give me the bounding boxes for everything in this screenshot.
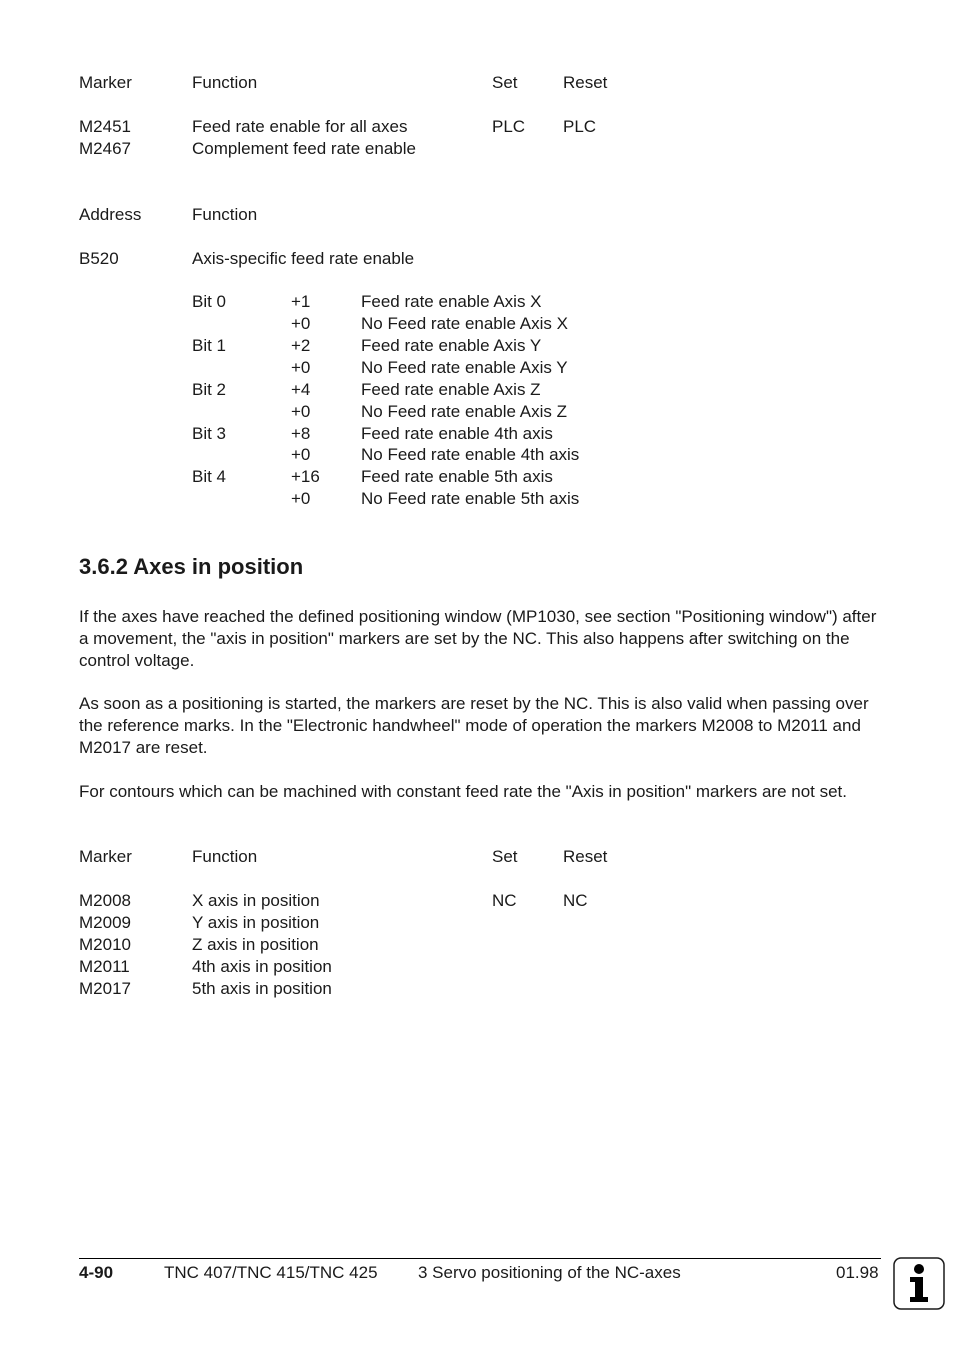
bit-value: +0 [291, 314, 311, 333]
row-function: Y axis in position [192, 913, 320, 932]
header-function: Function [192, 847, 258, 866]
header-function: Function [192, 73, 258, 92]
row-function: 4th axis in position [192, 957, 332, 976]
row-set: NC [492, 891, 517, 910]
bit-label: Bit 1 [192, 336, 227, 355]
row-function: Z axis in position [192, 935, 319, 954]
bit-label: Bit 3 [192, 424, 227, 443]
footer-date: 01.98 [836, 1263, 879, 1282]
row-function: Feed rate enable for all axes [192, 117, 408, 136]
footer-chapter: 3 Servo positioning of the NC-axes [418, 1263, 681, 1282]
bit-value: +8 [291, 424, 311, 443]
bit-value: +0 [291, 489, 311, 508]
row-marker: M2467 [79, 139, 131, 158]
address-function: Axis-specific feed rate enable [192, 249, 415, 268]
header-set: Set [492, 847, 518, 866]
footer-product: TNC 407/TNC 415/TNC 425 [164, 1263, 378, 1282]
bit-value: +0 [291, 358, 311, 377]
row-marker: M2010 [79, 935, 131, 954]
address-value: B520 [79, 249, 119, 268]
header-marker: Marker [79, 847, 132, 866]
row-marker: M2017 [79, 979, 131, 998]
bit-label: Bit 4 [192, 467, 227, 486]
row-marker: M2451 [79, 117, 131, 136]
header-address: Address [79, 205, 142, 224]
bit-desc: No Feed rate enable Axis Z [361, 402, 568, 421]
bit-value: +1 [291, 292, 311, 311]
bit-desc: No Feed rate enable Axis Y [361, 358, 568, 377]
page-number: 4-90 [79, 1263, 114, 1282]
header-reset: Reset [563, 847, 608, 866]
row-set: PLC [492, 117, 526, 136]
paragraph: If the axes have reached the defined positioning window (MP1030, see section "Positioning window") after a movement, the "axis in position" markers are set by the NC. This also happens after switching on the control voltage. [79, 607, 877, 670]
bit-label: Bit 2 [192, 380, 227, 399]
info-icon [893, 1257, 945, 1310]
bit-desc: Feed rate enable Axis X [361, 292, 542, 311]
bit-label: Bit 0 [192, 292, 227, 311]
bit-value: +0 [291, 445, 311, 464]
section-title: 3.6.2 Axes in position [79, 554, 304, 579]
bit-desc: Feed rate enable Axis Y [361, 336, 542, 355]
header-function: Function [192, 205, 258, 224]
row-marker: M2009 [79, 913, 131, 932]
footer-rule [79, 1258, 881, 1259]
bit-desc: No Feed rate enable 4th axis [361, 445, 580, 464]
bit-desc: Feed rate enable Axis Z [361, 380, 541, 399]
row-marker: M2008 [79, 891, 131, 910]
row-function: X axis in position [192, 891, 320, 910]
bit-value: +0 [291, 402, 311, 421]
row-reset: NC [563, 891, 588, 910]
bit-value: +4 [291, 380, 311, 399]
row-reset: PLC [563, 117, 597, 136]
bit-desc: No Feed rate enable Axis X [361, 314, 568, 333]
header-set: Set [492, 73, 518, 92]
bit-desc: No Feed rate enable 5th axis [361, 489, 580, 508]
header-marker: Marker [79, 73, 132, 92]
row-function: Complement feed rate enable [192, 139, 416, 158]
bit-value: +2 [291, 336, 311, 355]
bit-desc: Feed rate enable 5th axis [361, 467, 553, 486]
paragraph: As soon as a positioning is started, the markers are reset by the NC. This is also valid when passing over the reference marks. In the "Electronic handwheel" mode of operation the markers M2008 to M2011 and M2017 are reset. [79, 694, 869, 757]
row-function: 5th axis in position [192, 979, 332, 998]
paragraph: For contours which can be machined with constant feed rate the "Axis in position" markers are not set. [79, 782, 848, 801]
bit-desc: Feed rate enable 4th axis [361, 424, 553, 443]
header-reset: Reset [563, 73, 608, 92]
bit-value: +16 [291, 467, 320, 486]
row-marker: M2011 [79, 957, 130, 976]
